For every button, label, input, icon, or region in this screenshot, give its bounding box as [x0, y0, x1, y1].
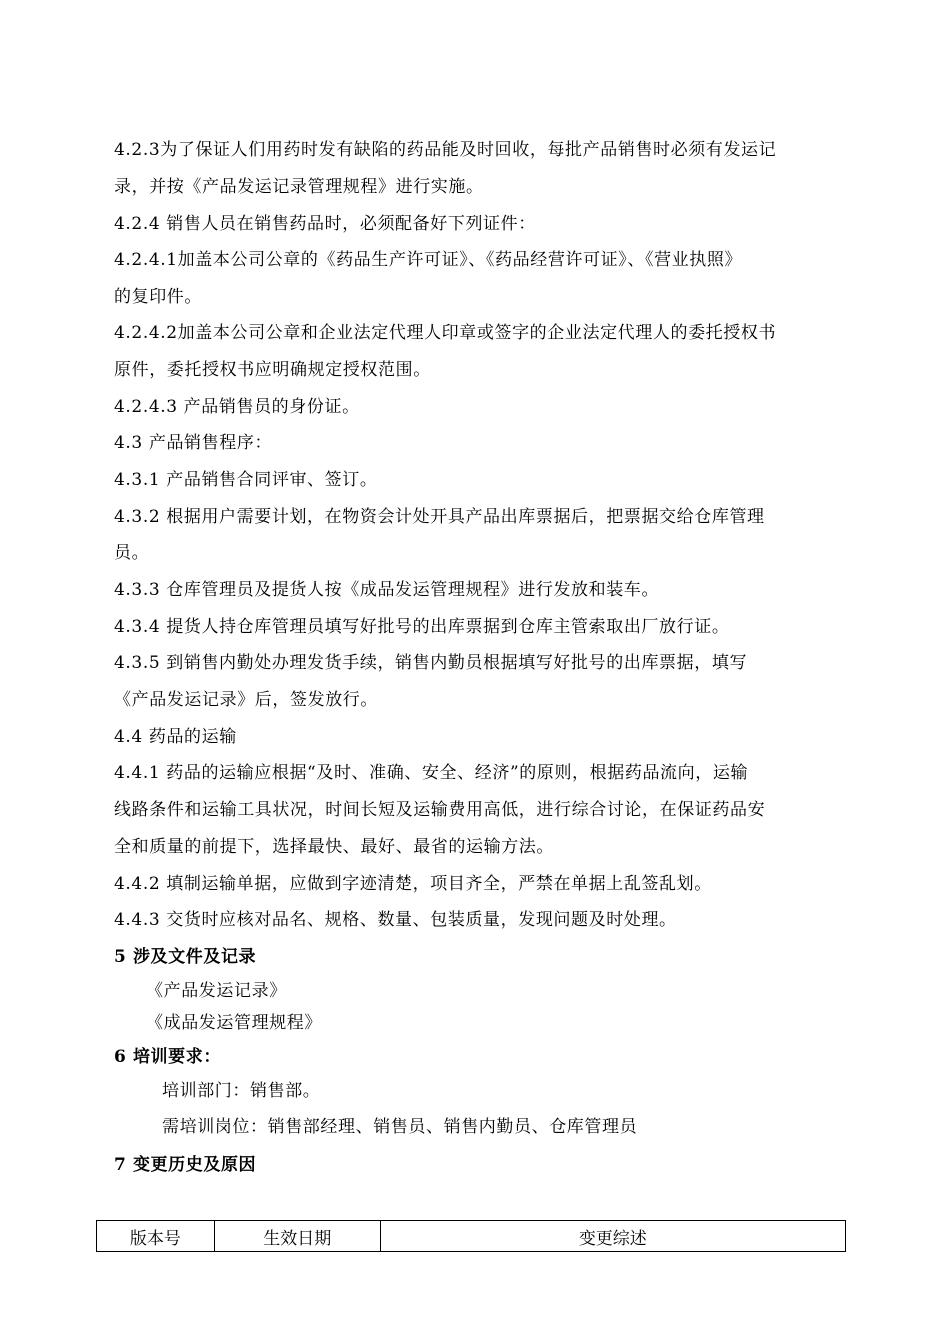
paragraph-line: 4.2.4.1加盖本公司公章的《药品生产许可证》、《药品经营许可证》、《营业执照》 — [114, 250, 743, 270]
paragraph-line: 4.4.2 填制运输单据，应做到字迹清楚，项目齐全，严禁在单据上乱签乱划。 — [114, 874, 712, 894]
paragraph-line: 4.4 药品的运输 — [114, 727, 237, 747]
reference-document: 《产品发运记录》 — [146, 981, 287, 1001]
paragraph-line: 4.2.4.2加盖本公司公章和企业法定代理人印章或签字的企业法定代理人的委托授权书 — [114, 323, 777, 343]
paragraph-line: 4.2.4 销售人员在销售药品时，必须配备好下列证件： — [114, 214, 536, 234]
header-version: 版本号 — [97, 1221, 215, 1252]
paragraph-line: 4.3.1 产品销售合同评审、签订。 — [114, 470, 378, 490]
section-heading-7: 7 变更历史及原因 — [114, 1155, 257, 1175]
paragraph-line: 4.4.1 药品的运输应根据“及时、准确、安全、经济”的原则，根据药品流向，运输 — [114, 763, 749, 783]
change-history-table — [96, 1220, 846, 1252]
paragraph-line: 4.2.4.3 产品销售员的身份证。 — [114, 397, 360, 417]
paragraph-line: 4.3.5 到销售内勤处办理发货手续，销售内勤员根据填写好批号的出库票据，填写 — [114, 653, 748, 673]
training-positions: 需培训岗位：销售部经理、销售员、销售内勤员、仓库管理员 — [162, 1117, 638, 1137]
paragraph-line: 线路条件和运输工具状况，时间长短及运输费用高低，进行综合讨论，在保证药品安 — [114, 800, 766, 820]
paragraph-line: 全和质量的前提下，选择最快、最好、最省的运输方法。 — [114, 837, 554, 857]
header-change-summary: 变更综述 — [380, 1221, 845, 1252]
header-effective-date: 生效日期 — [214, 1221, 380, 1252]
paragraph-line: 原件，委托授权书应明确规定授权范围。 — [114, 360, 431, 380]
section-heading-6: 6 培训要求： — [114, 1047, 221, 1067]
table-header-row — [97, 1221, 846, 1252]
paragraph-line: 《产品发运记录》后，签发放行。 — [114, 690, 378, 710]
paragraph-line: 录，并按《产品发运记录管理规程》进行实施。 — [114, 177, 484, 197]
paragraph-line: 4.3 产品销售程序： — [114, 433, 273, 453]
paragraph-line: 的复印件。 — [114, 287, 202, 307]
paragraph-line: 员。 — [114, 543, 150, 563]
reference-document: 《成品发运管理规程》 — [146, 1013, 322, 1033]
paragraph-line: 4.3.2 根据用户需要计划，在物资会计处开具产品出库票据后，把票据交给仓库管理 — [114, 507, 765, 527]
paragraph-line: 4.2.3为了保证人们用药时发有缺陷的药品能及时回收，每批产品销售时必须有发运记 — [114, 140, 777, 160]
training-department: 培训部门：销售部。 — [162, 1081, 321, 1101]
paragraph-line: 4.3.4 提货人持仓库管理员填写好批号的出库票据到仓库主管索取出厂放行证。 — [114, 617, 730, 637]
paragraph-line: 4.4.3 交货时应核对品名、规格、数量、包装质量，发现问题及时处理。 — [114, 910, 677, 930]
paragraph-line: 4.3.3 仓库管理员及提货人按《成品发运管理规程》进行发放和装车。 — [114, 580, 660, 600]
section-heading-5: 5 涉及文件及记录 — [114, 947, 257, 967]
